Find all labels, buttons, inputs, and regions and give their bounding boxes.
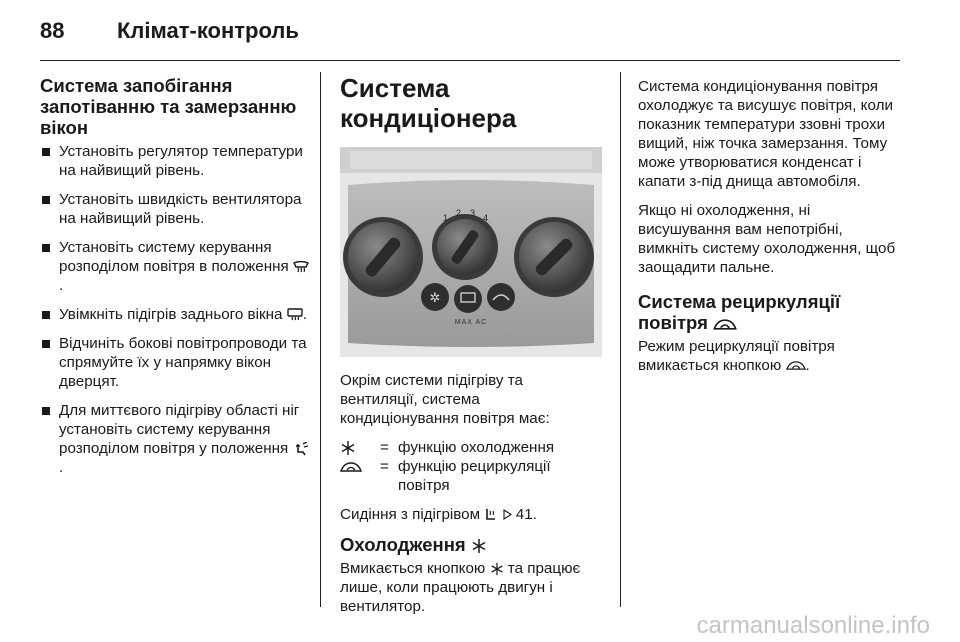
page-reference-icon xyxy=(503,509,512,520)
table-row xyxy=(340,438,602,457)
list-item: Установіть систему керування розподілом повітря в положення . xyxy=(40,238,312,295)
table-cell: функцію охолодження xyxy=(398,439,555,456)
column-divider-1 xyxy=(320,72,321,607)
table-cell: функцію рециркуляції повітря xyxy=(398,458,551,494)
recirculation-icon xyxy=(713,317,737,332)
recirculation-button[interactable] xyxy=(487,283,515,311)
paragraph: Якщо ні охолодження, ні висушування вам непотрібні, вимкніть систему охолодження, щоб заощадити пальне. xyxy=(638,202,896,276)
ac-functions-table xyxy=(340,438,602,495)
column-divider-2 xyxy=(620,72,621,607)
table-row xyxy=(340,457,602,495)
list-item: Увімкніть підігрів заднього вікна . xyxy=(40,305,312,324)
list-item: Установіть регулятор температури на найвищий рівень. xyxy=(40,142,312,180)
fan-level-label: 2 xyxy=(456,208,462,218)
ac-heading: Система кондиціонера xyxy=(340,73,517,133)
cooling-text: Вмикається кнопкою та працює лише, коли працюють двигун і вентилятор. xyxy=(340,560,581,615)
recirculation-icon xyxy=(786,359,806,372)
snowflake-icon xyxy=(471,538,487,554)
table-cell: = xyxy=(380,439,389,456)
fan-level-label: 1 xyxy=(443,213,449,223)
left-column xyxy=(40,75,312,487)
list-item: Для миттєвого підігріву області ніг установіть систему керування розподілом повітря у положення . xyxy=(40,401,312,477)
climate-panel-illustration xyxy=(340,147,602,357)
list-item: Установіть швидкість вентилятора на найвищий рівень. xyxy=(40,190,312,228)
ac-button[interactable] xyxy=(421,283,449,311)
svg-text:✲: ✲ xyxy=(429,291,441,306)
fan-level-label: 3 xyxy=(470,208,476,218)
rear-window-heat-icon xyxy=(287,308,303,321)
watermark: carmanualsonline.info xyxy=(696,612,930,639)
recirculation-heading: Система рециркуляції повітря xyxy=(638,291,841,333)
climate-panel-photo xyxy=(340,147,602,357)
paragraph: Режим рециркуляції повітря вмикається кнопкою . xyxy=(638,338,835,374)
defrost-steps xyxy=(40,142,312,477)
footwell-windshield-icon xyxy=(293,442,309,456)
page-header xyxy=(0,0,960,58)
windshield-defrost-icon xyxy=(293,261,309,273)
fan-level-label: 4 xyxy=(483,213,489,223)
recirculation-icon xyxy=(340,460,362,474)
header-rule xyxy=(40,60,900,61)
defrost-heading: Система запобігання запотіванню та замерзанню вікон xyxy=(40,75,297,138)
right-column xyxy=(638,77,906,385)
middle-column xyxy=(340,73,602,626)
list-item: Відчиніть бокові повітропроводи та спрямуйте їх у напрямку вікон дверцят. xyxy=(40,334,312,391)
page-title: Клімат-контроль xyxy=(117,18,299,43)
heated-seat-icon xyxy=(484,508,498,522)
panel-label: MAX AC xyxy=(454,319,488,326)
heated-seats-ref: Сидіння з підігрівом 41. xyxy=(340,506,537,523)
table-cell: = xyxy=(380,458,389,475)
cooling-heading: Охолодження xyxy=(340,534,602,555)
paragraph: Система кондиціонування повітря охолоджує та висушує повітря, коли показник температури ззовні трохи вищий, ніж точка замерзання. Тому може утворюватися конденсат і капати з-під днища автомобіля. xyxy=(638,78,893,190)
ac-intro: Окрім системи підігріву та вентиляції, система кондиціонування повітря має: xyxy=(340,372,550,427)
rear-heat-button[interactable] xyxy=(454,285,482,313)
page-number: 88 xyxy=(40,18,65,43)
snowflake-icon xyxy=(340,440,356,456)
snowflake-icon xyxy=(490,562,504,576)
